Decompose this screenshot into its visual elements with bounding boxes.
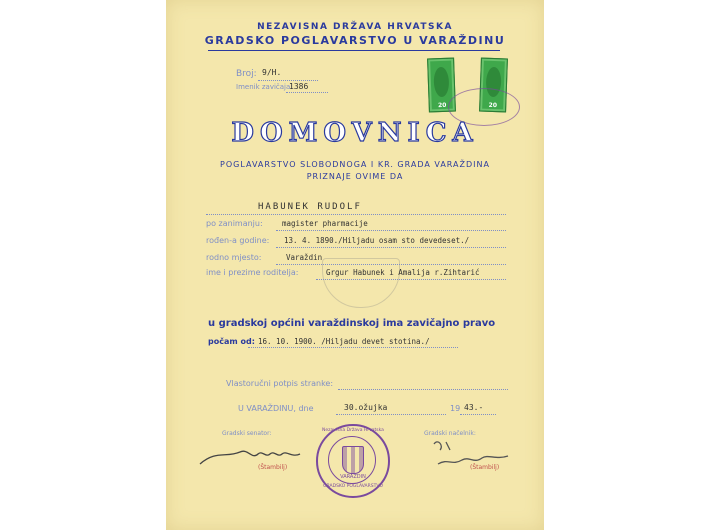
broj-value: 9/H. [262, 68, 282, 77]
senator-label: Gradski senator: [222, 430, 272, 437]
date-value: 30.ožujka [344, 403, 388, 412]
subtitle-line-2: PRIZNAJE OVIME DA [306, 172, 404, 181]
revenue-stamp-1: 20 [427, 58, 456, 113]
name-line [206, 214, 506, 215]
holder-name: HABUNEK RUDOLF [258, 202, 362, 212]
nacelnik-label: Gradski načelnik: [424, 430, 476, 437]
roditelji-label: ime i prezime roditelja: [206, 268, 299, 277]
zanimanje-value: magister pharmacije [282, 219, 368, 228]
roditelji-line [316, 279, 506, 280]
pocam-label: počam od: [208, 337, 255, 346]
imenik-label: Imenik zavičaja: [236, 83, 293, 91]
coat-of-arms-watermark [322, 258, 400, 308]
rodjen-value: 13. 4. 1890./Hiljadu osam sto devedeset./ [284, 236, 470, 245]
year-line [460, 414, 496, 415]
mjesto-line [276, 264, 506, 265]
zavicajno-pravo-line: u gradskoj općini varaždinskoj ima zavičajno pravo [208, 318, 496, 329]
year-value: 43.- [464, 403, 484, 412]
broj-label: Broj: [236, 69, 257, 79]
date-line [336, 414, 446, 415]
place-label: U VARAŽDINU, dne [238, 404, 314, 413]
broj-line [258, 80, 318, 81]
official-seal-icon: Nezavisna Država Hrvatska VARAŽDIN GRADSKO POGLAVARSTVO [316, 424, 390, 498]
zanimanje-label: po zanimanju: [206, 219, 263, 228]
senator-small: (Štambilj) [258, 464, 288, 471]
rodjen-label: rođen-a godine: [206, 236, 270, 245]
revenue-stamp-2: 20 [479, 58, 508, 113]
vlastorucni-label: Vlastoručni potpis stranke: [226, 379, 334, 388]
roditelji-value: Grgur Habunek i Amalija r.Zihtarić [326, 268, 480, 277]
pocam-line [248, 347, 458, 348]
mjesto-value: Varaždin [286, 253, 323, 262]
imenik-line [286, 92, 328, 93]
pocam-value: 16. 10. 1900. /Hiljadu devet stotina./ [258, 337, 430, 346]
vlastorucni-line [338, 389, 508, 390]
imenik-value: 1386 [289, 82, 309, 91]
senator-signature-icon [196, 440, 316, 470]
zanimanje-line [276, 230, 506, 231]
document-paper [166, 0, 544, 530]
rodjen-line [276, 247, 506, 248]
year-prefix: 19 [450, 404, 461, 413]
subtitle-line-1: POGLAVARSTVO SLOBODNOGA I KR. GRADA VARAŽDINA [220, 160, 490, 169]
header-rule [208, 50, 500, 51]
nacelnik-small: (Štambilj) [470, 464, 500, 471]
document-title: DOMOVNICA [231, 118, 479, 148]
header-state: NEZAVISNA DRŽAVA HRVATSKA [257, 22, 453, 32]
header-authority: GRADSKO POGLAVARSTVO U VARAŽDINU [204, 34, 506, 47]
mjesto-label: rodno mjesto: [206, 253, 262, 262]
